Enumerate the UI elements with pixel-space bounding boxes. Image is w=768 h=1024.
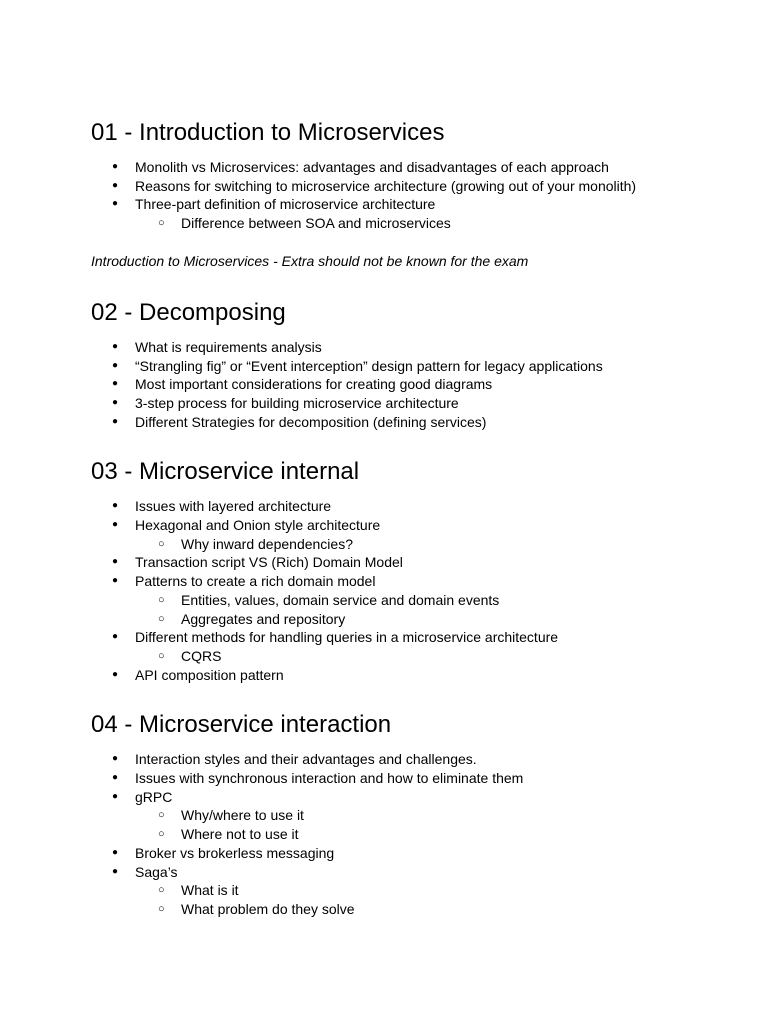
list-item: ● Hexagonal and Onion style architecture bbox=[91, 516, 708, 535]
list-item: ● Issues with layered architecture bbox=[91, 497, 708, 516]
bullet-list bbox=[91, 497, 708, 684]
sub-list-item: ○ Why/where to use it bbox=[91, 806, 708, 825]
section-introduction bbox=[91, 118, 708, 270]
sub-list-item: ○ What is it bbox=[91, 881, 708, 900]
list-item: ● API composition pattern bbox=[91, 666, 708, 685]
list-item: ● Most important considerations for creating good diagrams bbox=[91, 375, 708, 394]
list-item: ● 3-step process for building microservice architecture bbox=[91, 394, 708, 413]
sub-list-item: ○ Why inward dependencies? bbox=[91, 535, 708, 554]
list-item: ● Three-part definition of microservice architecture bbox=[91, 195, 708, 214]
exam-note: Introduction to Microservices - Extra should not be known for the exam bbox=[91, 252, 529, 269]
sub-list-item: ○ CQRS bbox=[91, 647, 708, 666]
list-item: ● Saga’s bbox=[91, 863, 708, 882]
list-item: ● Transaction script VS (Rich) Domain Model bbox=[91, 553, 708, 572]
bullet-list bbox=[91, 338, 708, 432]
sub-list-item: ○ What problem do they solve bbox=[91, 900, 708, 919]
bullet-list bbox=[91, 158, 708, 233]
list-item: ● Different methods for handling queries in a microservice architecture bbox=[91, 628, 708, 647]
section-microservice-interaction bbox=[91, 710, 708, 918]
section-decomposing bbox=[91, 298, 708, 432]
list-item: ● Reasons for switching to microservice architecture (growing out of your monolith) bbox=[91, 177, 708, 196]
list-item: ● “Strangling fig” or “Event interception” design pattern for legacy applications bbox=[91, 357, 708, 376]
list-item: ● Different Strategies for decomposition (defining services) bbox=[91, 413, 708, 432]
sub-list-item: ○ Difference between SOA and microservices bbox=[91, 214, 708, 233]
sub-list-item: ○ Where not to use it bbox=[91, 825, 708, 844]
section-title: 03 - Microservice internal bbox=[91, 458, 360, 486]
section-title: 02 - Decomposing bbox=[91, 298, 286, 326]
sub-list-item: ○ Aggregates and repository bbox=[91, 610, 708, 629]
bullet-list bbox=[91, 750, 708, 918]
list-item: ● What is requirements analysis bbox=[91, 338, 708, 357]
sub-list-item: ○ Entities, values, domain service and domain events bbox=[91, 591, 708, 610]
section-title: 04 - Microservice interaction bbox=[91, 711, 392, 739]
section-microservice-internal bbox=[91, 457, 708, 684]
list-item: ● Broker vs brokerless messaging bbox=[91, 844, 708, 863]
list-item: ● Interaction styles and their advantages and challenges. bbox=[91, 750, 708, 769]
list-item: ● Patterns to create a rich domain model bbox=[91, 572, 708, 591]
list-item: ● Issues with synchronous interaction and how to eliminate them bbox=[91, 769, 708, 788]
section-title: 01 - Introduction to Microservices bbox=[91, 119, 445, 146]
list-item: ● Monolith vs Microservices: advantages and disadvantages of each approach bbox=[91, 158, 708, 177]
list-item: ● gRPC bbox=[91, 788, 708, 807]
